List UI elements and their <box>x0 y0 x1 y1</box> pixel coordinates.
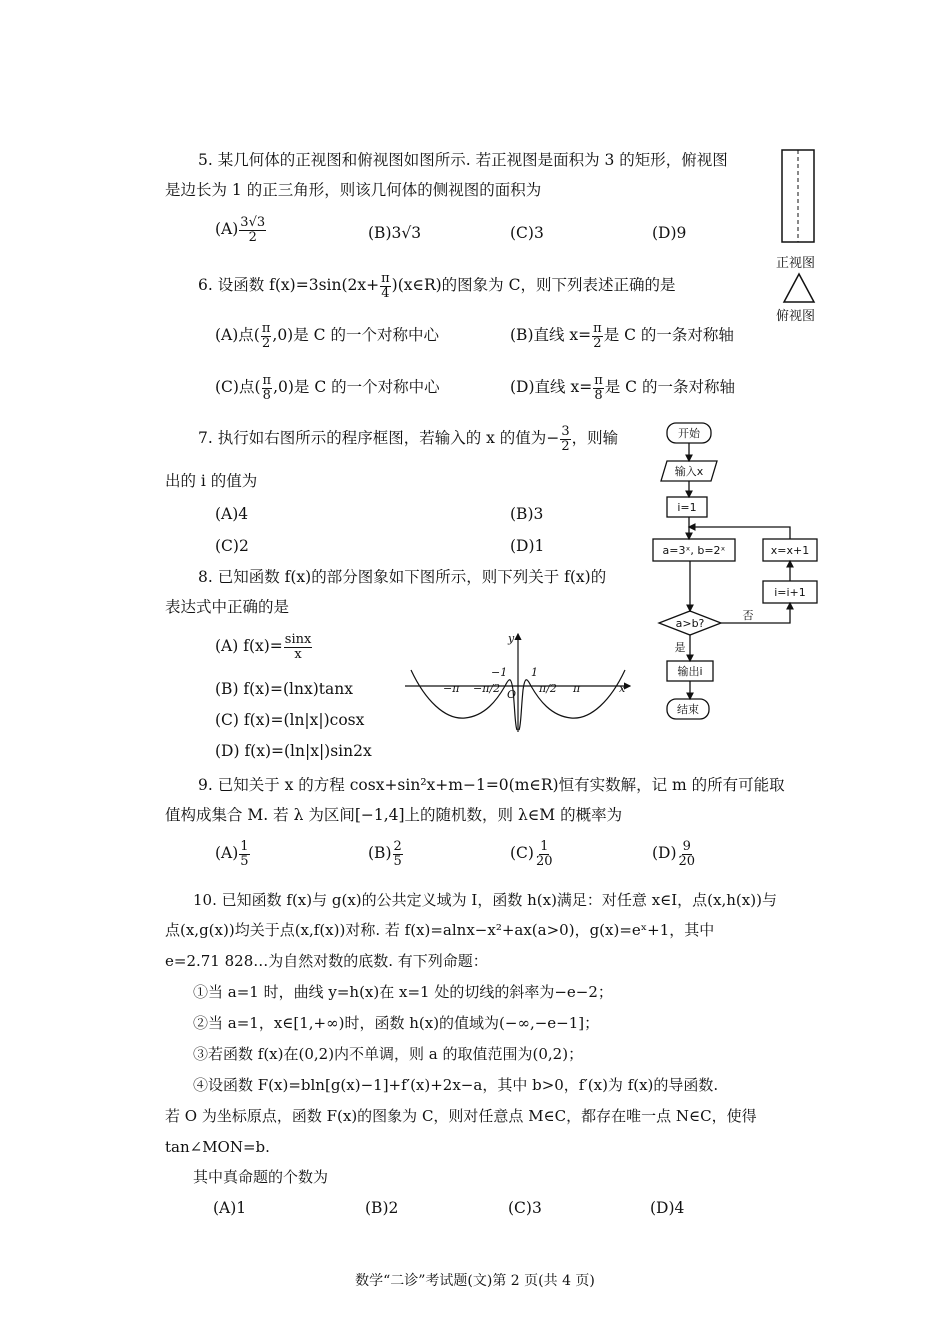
q6-stem: 6. 设函数 f(x)=3sin(2x+ $\frac{\pi}{4}$ )(x∈R)的图象为 C，则下列表述正确的是 <box>198 271 676 301</box>
flow-condition-text: a>b? <box>675 617 705 630</box>
q7-option-a: (A)4 <box>215 505 249 523</box>
q5-option-b: (B)3√3 <box>368 224 422 242</box>
q10-stem-line3: e=2.71 828…为自然对数的底数. 有下列命题： <box>165 952 488 970</box>
q7-option-c: (C)2 <box>215 537 249 555</box>
q10-item-4a: ④设函数 F(x)=bln[g(x)−1]+f′(x)+2x−a，其中 b>0，f′(x)为 f(x)的导函数. <box>193 1076 719 1094</box>
q9-option-b: (B) $\frac{2}{5}$ <box>368 839 402 869</box>
q7-option-d: (D)1 <box>510 537 545 555</box>
graph-curve-left <box>411 670 517 730</box>
front-view-label: 正视图 <box>776 256 816 271</box>
q9-stem-line1: 9. 已知关于 x 的方程 cosx+sin²x+m−1=0(m∈R)恒有实数解，记 m 的所有可能取 <box>198 776 785 794</box>
q9-option-d: (D) $\frac{9}{20}$ <box>652 839 696 869</box>
graph-origin-label: O <box>507 688 517 701</box>
flow-yes-label: 是 <box>674 641 686 654</box>
graph-x-label: x <box>619 682 626 695</box>
flow-assign-text: a=3ˣ, b=2ˣ <box>662 544 726 557</box>
q7-stem-line2: 出的 i 的值为 <box>165 472 258 490</box>
q7-option-b: (B)3 <box>510 505 544 523</box>
q9-option-c: (C) $\frac{1}{20}$ <box>510 839 553 869</box>
graph-pos1-label: 1 <box>531 666 538 679</box>
graph-pi2-label: π/2 <box>539 682 557 695</box>
q5-stem-line2: 是边长为 1 的正三角形，则该几何体的侧视图的面积为 <box>165 181 542 199</box>
graph-neg1-label: −1 <box>491 666 508 679</box>
q10-stem-line1: 10. 已知函数 f(x)与 g(x)的公共定义域为 I，函数 h(x)满足：对任意 x∈I，点(x,h(x))与 <box>193 891 777 909</box>
flow-output-text: 输出i <box>677 665 703 678</box>
q8-option-d: (D) f(x)=(ln|x|)sin2x <box>215 742 372 760</box>
flow-inc-i-text: i=i+1 <box>774 586 806 599</box>
q10-option-c: (C)3 <box>508 1199 542 1217</box>
q5-option-a: (A) $\frac{3√3}{2}$ <box>215 215 266 245</box>
q8-stem-line2: 表达式中正确的是 <box>165 598 290 616</box>
graph-negpi2-label: −π/2 <box>473 682 501 695</box>
flow-inc-x-text: x=x+1 <box>770 544 810 557</box>
page-footer: 数学“二诊”考试题(文)第 2 页(共 4 页) <box>355 1273 595 1289</box>
q8-option-b: (B) f(x)=(lnx)tanx <box>215 680 353 698</box>
graph-pi-label: π <box>573 682 581 695</box>
q5-option-c: (C)3 <box>510 224 544 242</box>
q10-option-a: (A)1 <box>213 1199 247 1217</box>
q6-option-d: (D)直线 x= $\frac{\pi}{8}$ 是 C 的一条对称轴 <box>510 373 735 403</box>
flow-init-text: i=1 <box>677 501 697 514</box>
q10-item-4b: 若 O 为坐标原点，函数 F(x)的图象为 C，则对任意点 M∈C，都存在唯一点 N∈C，使得 <box>165 1107 757 1125</box>
top-view-triangle <box>784 274 814 302</box>
graph-negpi-label: −π <box>443 682 460 695</box>
q10-option-d: (D)4 <box>650 1199 685 1217</box>
flow-input-text: 输入x <box>674 465 704 478</box>
q8-stem-line1: 8. 已知函数 f(x)的部分图象如下图所示，则下列关于 f(x)的 <box>198 568 607 586</box>
q7-stem-line1: 7. 执行如右图所示的程序框图，若输入的 x 的值为− $\frac{3}{2}$ ，则输 <box>198 424 619 454</box>
q10-question: 其中真命题的个数为 <box>193 1168 329 1186</box>
flow-end-text: 结束 <box>677 703 699 716</box>
flow-no-label: 否 <box>742 609 754 622</box>
q8-option-c: (C) f(x)=(ln|x|)cosx <box>215 711 365 729</box>
q10-item-3: ③若函数 f(x)在(0,2)内不单调，则 a 的取值范围为(0,2)； <box>193 1045 584 1063</box>
q7-flowchart <box>645 415 825 725</box>
q10-stem-line2: 点(x,g(x))均关于点(x,f(x))对称. 若 f(x)=alnx−x²+ax(a>0)，g(x)=eˣ+1，其中 <box>165 921 715 939</box>
q6-option-c: (C)点( $\frac{\pi}{8}$ ,0)是 C 的一个对称中心 <box>215 373 440 403</box>
q5-three-view-figure <box>770 146 830 326</box>
q5-option-d: (D)9 <box>652 224 687 242</box>
q5-stem-line1: 5. 某几何体的正视图和俯视图如图所示. 若正视图是面积为 3 的矩形，俯视图 <box>198 151 728 169</box>
q6-option-a: (A)点( $\frac{\pi}{2}$ ,0)是 C 的一个对称中心 <box>215 321 439 351</box>
q8-option-a: (A) f(x)= $\frac{\sin x}{x}$ <box>215 632 312 662</box>
q10-option-b: (B)2 <box>365 1199 399 1217</box>
q6-option-b: (B)直线 x= $\frac{\pi}{2}$ 是 C 的一条对称轴 <box>510 321 734 351</box>
graph-curve-right <box>519 670 625 730</box>
q10-item-2: ②当 a=1，x∈[1,+∞)时，函数 h(x)的值域为(−∞,−e−1]； <box>193 1014 600 1032</box>
q10-item-4c: tan∠MON=b. <box>165 1138 270 1156</box>
q8-function-graph <box>405 630 635 735</box>
flow-start-text: 开始 <box>678 427 700 440</box>
q9-stem-line2: 值构成集合 M. 若 λ 为区间[−1,4]上的随机数，则 λ∈M 的概率为 <box>165 806 623 824</box>
graph-y-label: y <box>508 632 515 645</box>
q10-item-1: ①当 a=1 时，曲线 y=h(x)在 x=1 处的切线的斜率为−e−2； <box>193 983 613 1001</box>
q9-option-a: (A) $\frac{1}{5}$ <box>215 839 249 869</box>
top-view-label: 俯视图 <box>776 309 816 324</box>
